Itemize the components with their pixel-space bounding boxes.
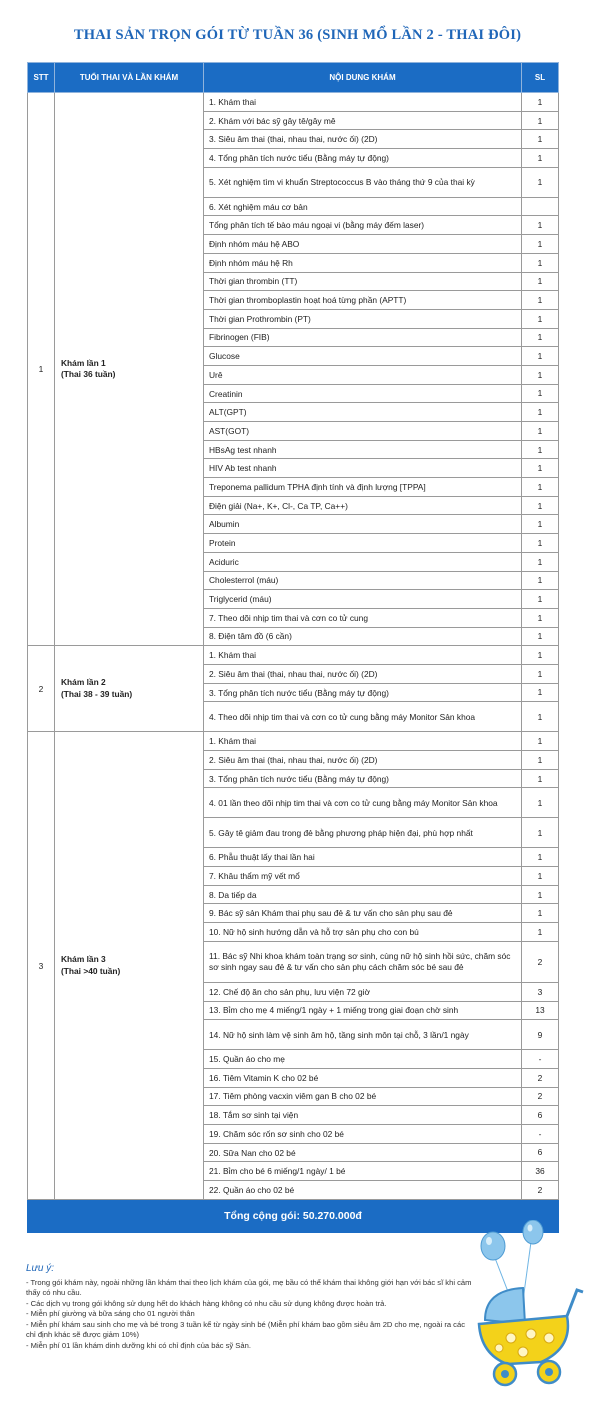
exam-qty: 1 <box>522 646 559 665</box>
exam-item: 4. Tổng phân tích nước tiểu (Bằng máy tự động) <box>204 149 522 168</box>
exam-item: 6. Phẫu thuật lấy thai lần hai <box>204 848 522 867</box>
exam-qty: 1 <box>522 590 559 609</box>
exam-item: AST(GOT) <box>204 422 522 441</box>
package-table <box>27 62 559 1233</box>
visit-label: Khám lần 3 <box>61 954 106 965</box>
exam-item: 7. Theo dõi nhịp tim thai và cơn co tử cung <box>204 608 522 627</box>
exam-item: 16. Tiêm Vitamin K cho 02 bé <box>204 1068 522 1087</box>
exam-item: 1. Khám thai <box>204 646 522 665</box>
visit-week: (Thai >40 tuần) <box>61 965 121 976</box>
exam-item: 4. 01 lần theo dõi nhịp tim thai và cơn co tử cung bằng máy Monitor Sản khoa <box>204 788 522 818</box>
exam-item: 4. Theo dõi nhịp tim thai và cơn co tử cung bằng máy Monitor Sản khoa <box>204 702 522 732</box>
exam-item: 6. Xét nghiệm máu cơ bản <box>204 197 522 216</box>
exam-qty: 1 <box>522 867 559 886</box>
exam-qty: 1 <box>522 496 559 515</box>
header-visit: TUỔI THAI VÀ LẦN KHÁM <box>55 63 204 93</box>
exam-item: Urê <box>204 365 522 384</box>
total-price: Tổng cộng gói: 50.270.000đ <box>28 1199 559 1232</box>
exam-item: 15. Quần áo cho mẹ <box>204 1050 522 1069</box>
exam-qty: 1 <box>522 384 559 403</box>
exam-item: 1. Khám thai <box>204 93 522 112</box>
exam-item: Định nhóm máu hệ Rh <box>204 253 522 272</box>
exam-qty: 9 <box>522 1020 559 1050</box>
exam-qty: 1 <box>522 149 559 168</box>
exam-item: Tổng phân tích tế bào máu ngoại vi (bằng máy đếm laser) <box>204 216 522 235</box>
visit-cell <box>55 732 204 1199</box>
exam-item: HIV Ab test nhanh <box>204 459 522 478</box>
exam-qty: 1 <box>522 309 559 328</box>
visit-cell <box>55 646 204 732</box>
exam-item: 13. Bỉm cho mẹ 4 miếng/1 ngày + 1 miếng trong giai đoạn chờ sinh <box>204 1001 522 1020</box>
exam-item: 19. Chăm sóc rốn sơ sinh cho 02 bé <box>204 1124 522 1143</box>
notes-line: - Trong gói khám này, ngoài những lần khám thai theo lịch khám của gói, mẹ bầu có thể khám thai không giới hạn với bác sĩ khi cảm thấy có nhu cầu. <box>26 1277 472 1298</box>
exam-qty: 1 <box>522 440 559 459</box>
exam-qty: 1 <box>522 422 559 441</box>
visit-week: (Thai 36 tuần) <box>61 369 116 380</box>
exam-item: 8. Da tiếp da <box>204 885 522 904</box>
exam-item: Định nhóm máu hệ ABO <box>204 235 522 254</box>
stroller-icon <box>479 1288 583 1385</box>
visit-label: Khám lần 1 <box>61 357 106 368</box>
exam-qty: 2 <box>522 941 559 982</box>
visit-cell <box>55 93 204 646</box>
visit-week: (Thai 38 - 39 tuần) <box>61 688 133 699</box>
exam-item: Thời gian Prothrombin (PT) <box>204 309 522 328</box>
exam-item: 10. Nữ hộ sinh hướng dẫn và hỗ trợ sản phụ cho con bú <box>204 923 522 942</box>
exam-qty: 1 <box>522 885 559 904</box>
notes-line: - Miễn phí 01 lần khám dinh dưỡng khi có chỉ định của bác sỹ Sản. <box>26 1340 251 1350</box>
exam-item: 2. Siêu âm thai (thai, nhau thai, nước ối) (2D) <box>204 664 522 683</box>
exam-item: Aciduric <box>204 552 522 571</box>
exam-qty: 1 <box>522 235 559 254</box>
exam-item: Điện giải (Na+, K+, Cl-, Ca TP, Ca++) <box>204 496 522 515</box>
exam-qty <box>522 197 559 216</box>
exam-qty: 1 <box>522 769 559 788</box>
exam-item: 12. Chế độ ăn cho sản phụ, lưu viện 72 giờ <box>204 982 522 1001</box>
exam-item: 1. Khám thai <box>204 732 522 751</box>
exam-item: 11. Bác sỹ Nhi khoa khám toàn trạng sơ sinh, cùng nữ hộ sinh hồi sức, chăm sóc sơ sinh ngay sau đẻ & tư vấn cho sản phụ cách chăm sóc bé sau đẻ <box>204 941 522 982</box>
exam-qty: 1 <box>522 702 559 732</box>
exam-qty: 1 <box>522 216 559 235</box>
exam-item: Fibrinogen (FIB) <box>204 328 522 347</box>
exam-qty: 1 <box>522 478 559 497</box>
notes-section <box>26 1262 476 1351</box>
baby-stroller-illustration <box>455 1220 590 1390</box>
header-qty: SL <box>522 63 559 93</box>
exam-qty: 1 <box>522 365 559 384</box>
notes-line: - Miễn phí giường và bữa sáng cho 01 người thân <box>26 1309 195 1319</box>
exam-item: 8. Điện tâm đồ (6 cần) <box>204 627 522 646</box>
exam-item: Cholesterrol (máu) <box>204 571 522 590</box>
exam-item: Treponema pallidum TPHA định tính và định lượng [TPPA] <box>204 478 522 497</box>
exam-item: ALT(GPT) <box>204 403 522 422</box>
exam-qty: 1 <box>522 732 559 751</box>
exam-qty: 6 <box>522 1106 559 1125</box>
exam-qty: 1 <box>522 253 559 272</box>
exam-qty: 1 <box>522 571 559 590</box>
exam-qty: 1 <box>522 130 559 149</box>
exam-item: Protein <box>204 534 522 553</box>
exam-qty: 3 <box>522 982 559 1001</box>
exam-item: 21. Bỉm cho bé 6 miếng/1 ngày/ 1 bé <box>204 1162 522 1181</box>
exam-item: Triglycerid (máu) <box>204 590 522 609</box>
exam-qty: 1 <box>522 818 559 848</box>
header-content: NỘI DUNG KHÁM <box>204 63 522 93</box>
notes-line: - Các dịch vụ trong gói không sử dụng hết do khách hàng không có nhu cầu sử dụng không được hoàn trả. <box>26 1298 387 1308</box>
exam-item: 14. Nữ hộ sinh làm vệ sinh âm hộ, tầng sinh môn tại chỗ, 3 lần/1 ngày <box>204 1020 522 1050</box>
table-row <box>28 93 559 112</box>
exam-qty: 1 <box>522 664 559 683</box>
exam-item: 20. Sữa Nan cho 02 bé <box>204 1143 522 1162</box>
exam-qty: 1 <box>522 534 559 553</box>
row-stt: 1 <box>28 93 55 646</box>
exam-item: 5. Xét nghiệm tìm vi khuẩn Streptococcus B vào tháng thứ 9 của thai kỳ <box>204 167 522 197</box>
exam-qty: 1 <box>522 751 559 770</box>
row-stt: 2 <box>28 646 55 732</box>
exam-qty: 6 <box>522 1143 559 1162</box>
exam-qty: 2 <box>522 1181 559 1200</box>
exam-item: Thời gian thrombin (TT) <box>204 272 522 291</box>
exam-qty: 1 <box>522 515 559 534</box>
visit-label: Khám lần 2 <box>61 677 106 688</box>
exam-qty: 13 <box>522 1001 559 1020</box>
exam-qty: 1 <box>522 848 559 867</box>
exam-qty: 1 <box>522 328 559 347</box>
exam-item: 9. Bác sỹ sản Khám thai phụ sau đẻ & tư vấn cho sản phụ sau đẻ <box>204 904 522 923</box>
exam-qty: 2 <box>522 1087 559 1106</box>
exam-item: Thời gian thromboplastin hoạt hoá từng phần (APTT) <box>204 291 522 310</box>
table-row <box>28 646 559 665</box>
exam-item: Glucose <box>204 347 522 366</box>
table-row <box>28 732 559 751</box>
exam-qty: 1 <box>522 347 559 366</box>
exam-item: 3. Tổng phân tích nước tiểu (Bằng máy tự động) <box>204 769 522 788</box>
exam-item: 22. Quần áo cho 02 bé <box>204 1181 522 1200</box>
exam-qty: 1 <box>522 93 559 112</box>
exam-item: 3. Siêu âm thai (thai, nhau thai, nước ối) (2D) <box>204 130 522 149</box>
exam-qty: 1 <box>522 167 559 197</box>
exam-qty: 1 <box>522 627 559 646</box>
exam-qty: 1 <box>522 788 559 818</box>
exam-qty: 1 <box>522 111 559 130</box>
exam-qty: - <box>522 1050 559 1069</box>
table-body <box>28 93 559 1200</box>
exam-item: Albumin <box>204 515 522 534</box>
notes-line: - Miễn phí khám sau sinh cho mẹ và bé trong 3 tuần kể từ ngày sinh bé (Miễn phí khám bao gồm siêu âm 2D cho mẹ, ngoài ra các chỉ định khác sẽ được giảm 10%) <box>26 1319 466 1340</box>
exam-qty: 1 <box>522 608 559 627</box>
exam-qty: 1 <box>522 904 559 923</box>
exam-qty: 1 <box>522 923 559 942</box>
table-header-row <box>28 63 559 93</box>
page-title: THAI SẢN TRỌN GÓI TỪ TUẦN 36 (SINH MỔ LẦN 2 - THAI ĐÔI) <box>73 27 522 43</box>
exam-qty: 1 <box>522 291 559 310</box>
exam-item: 17. Tiêm phòng vacxin viêm gan B cho 02 bé <box>204 1087 522 1106</box>
notes-heading: Lưu ý: <box>26 1263 55 1274</box>
exam-qty: 1 <box>522 683 559 702</box>
exam-qty: 1 <box>522 272 559 291</box>
exam-item: 2. Siêu âm thai (thai, nhau thai, nước ối) (2D) <box>204 751 522 770</box>
exam-item: 2. Khám với bác sỹ gây tê/gây mê <box>204 111 522 130</box>
exam-qty: 2 <box>522 1068 559 1087</box>
exam-qty: 36 <box>522 1162 559 1181</box>
row-stt: 3 <box>28 732 55 1199</box>
exam-qty: - <box>522 1124 559 1143</box>
exam-item: 18. Tắm sơ sinh tại viện <box>204 1106 522 1125</box>
header-stt: STT <box>28 63 55 93</box>
exam-qty: 1 <box>522 552 559 571</box>
exam-item: Creatinin <box>204 384 522 403</box>
exam-qty: 1 <box>522 403 559 422</box>
exam-item: 3. Tổng phân tích nước tiểu (Bằng máy tự động) <box>204 683 522 702</box>
exam-item: 7. Khâu thẩm mỹ vết mổ <box>204 867 522 886</box>
exam-qty: 1 <box>522 459 559 478</box>
exam-item: HBsAg test nhanh <box>204 440 522 459</box>
exam-item: 5. Gây tê giảm đau trong đẻ bằng phương pháp hiện đại, phù hợp nhất <box>204 818 522 848</box>
